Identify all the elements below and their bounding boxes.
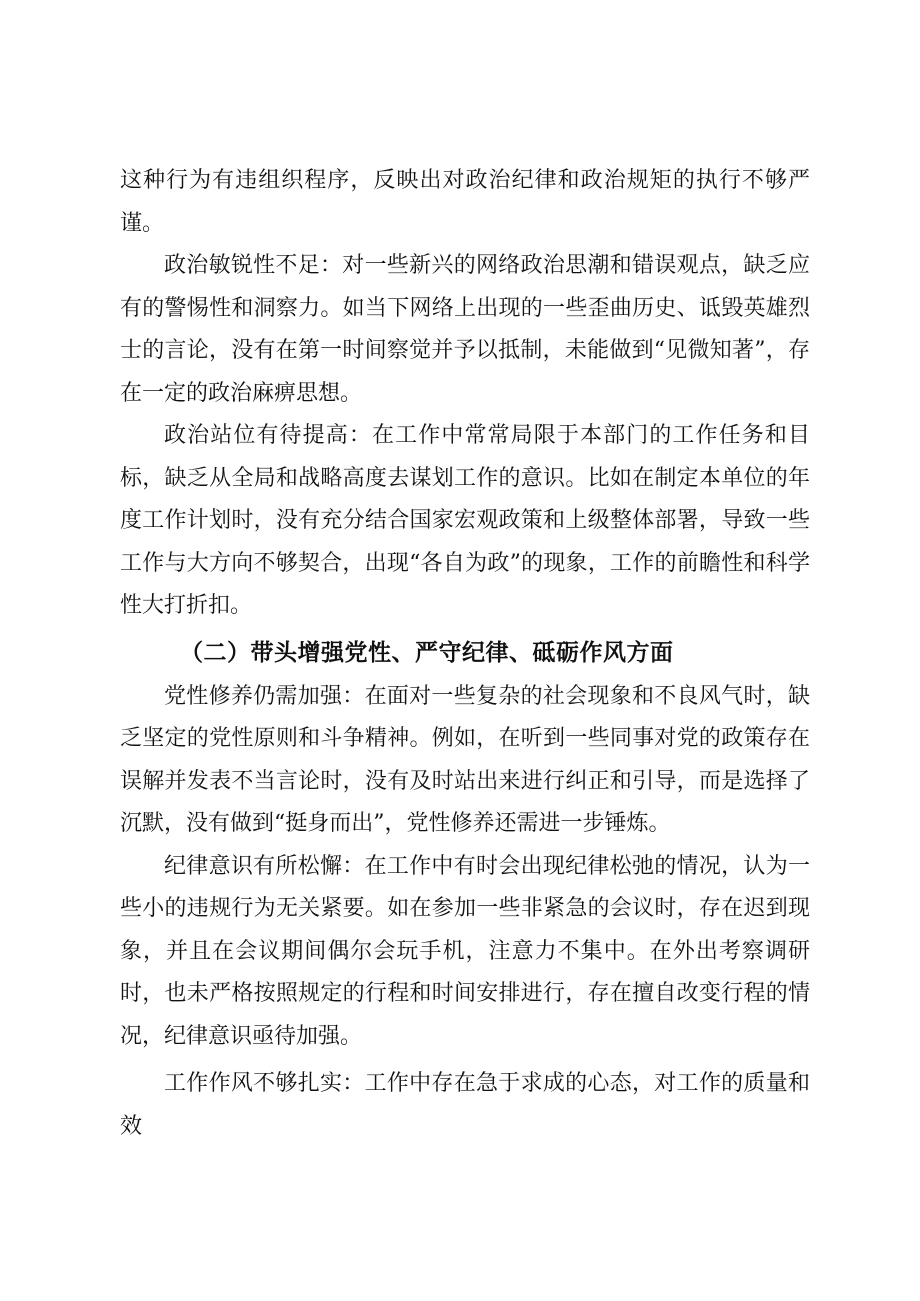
- document-body: [120, 160, 810, 1148]
- section-heading: （二）带头增强党性、严守纪律、砥砺作风方面: [180, 638, 674, 666]
- paragraph-continuation: 这种行为有违组织程序，反映出对政治纪律和政治规矩的执行不够严谨。: [120, 168, 810, 236]
- paragraph-political-sensitivity: 政治敏锐性不足：对一些新兴的网络政治思潮和错误观点，缺乏应有的警惕性和洞察力。如当下网络上出现的一些歪曲历史、诋毁英雄烈士的言论，没有在第一时间察觉并予以抵制，未能做到“见微知著”，存在一定的政治麻痹思想。: [120, 253, 810, 406]
- paragraph-work-style: 工作作风不够扎实：工作中存在急于求成的心态，对工作的质量和效: [120, 1071, 810, 1139]
- paragraph-political-stance: 政治站位有待提高：在工作中常常局限于本部门的工作任务和目标，缺乏从全局和战略高度去谋划工作的意识。比如在制定本单位的年度工作计划时，没有充分结合国家宏观政策和上级整体部署，导致一些工作与大方向不够契合，出现“各自为政”的现象，工作的前瞻性和科学性大打折扣。: [120, 423, 810, 618]
- paragraph-discipline: 纪律意识有所松懈：在工作中有时会出现纪律松弛的情况，认为一些小的违规行为无关紧要。如在参加一些非紧急的会议时，存在迟到现象，并且在会议期间偶尔会玩手机，注意力不集中。在外出考察调研时，也未严格按照规定的行程和时间安排进行，存在擅自改变行程的情况，纪律意识亟待加强。: [120, 853, 810, 1049]
- paragraph-party-spirit: 党性修养仍需加强：在面对一些复杂的社会现象和不良风气时，缺乏坚定的党性原则和斗争精神。例如，在听到一些同事对党的政策存在误解并发表不当言论时，没有及时站出来进行纠正和引导，而是选择了沉默，没有做到“挺身而出”，党性修养还需进一步锤炼。: [120, 683, 810, 836]
